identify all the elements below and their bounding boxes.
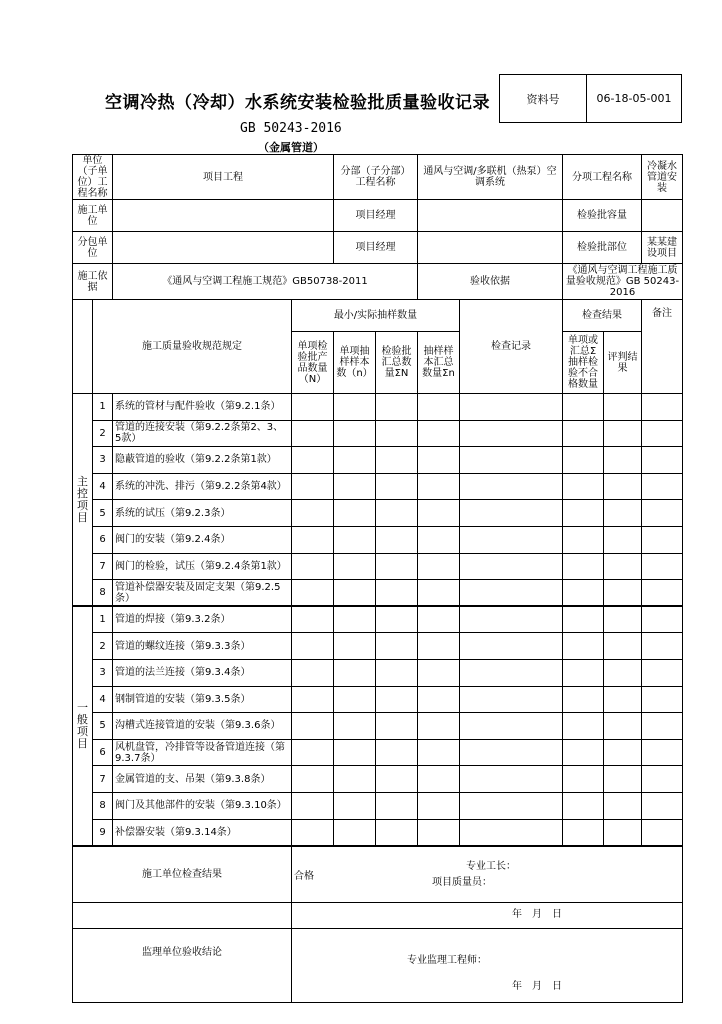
main-input-cell[interactable] <box>604 420 642 447</box>
subcontractor-label: 分包单位 <box>73 232 113 264</box>
constructor-check-label: 施工单位检查结果 <box>73 846 292 903</box>
main-input-cell[interactable] <box>376 526 418 553</box>
batch-capacity-value[interactable] <box>642 200 683 232</box>
general-input-cell[interactable] <box>334 819 376 846</box>
main-input-cell[interactable] <box>460 447 563 474</box>
general-input-cell[interactable] <box>334 739 376 766</box>
general-item-no: 3 <box>93 659 113 686</box>
general-item-no: 9 <box>93 819 113 846</box>
main-input-cell[interactable] <box>642 447 683 474</box>
general-input-cell[interactable] <box>604 739 642 766</box>
general-input-cell[interactable] <box>604 819 642 846</box>
doc-no-label: 资料号 <box>500 75 587 123</box>
general-input-cell[interactable] <box>334 606 376 633</box>
basis-label: 施工依据 <box>73 264 113 300</box>
general-input-cell[interactable] <box>334 686 376 713</box>
main-input-cell[interactable] <box>642 420 683 447</box>
general-row <box>73 713 683 740</box>
general-row <box>73 739 683 766</box>
main-item-no: 2 <box>93 420 113 447</box>
general-input-cell[interactable] <box>642 792 683 819</box>
subitem-label: 分项工程名称 <box>563 155 642 200</box>
inspection-table <box>72 154 683 1003</box>
main-input-cell[interactable] <box>604 500 642 527</box>
general-items-group: 一般项目 <box>73 606 93 845</box>
main-item-no: 5 <box>93 500 113 527</box>
main-input-cell[interactable] <box>563 553 604 580</box>
main-input-cell[interactable] <box>292 394 334 421</box>
general-input-cell[interactable] <box>376 606 418 633</box>
main-input-cell[interactable] <box>563 420 604 447</box>
main-item-text: 系统的冲洗、排污（第9.2.2条第4款） <box>113 473 292 500</box>
pm-label: 项目经理 <box>334 200 418 232</box>
general-input-cell[interactable] <box>292 739 334 766</box>
general-item-text: 管道的螺纹连接（第9.3.3条） <box>113 633 292 660</box>
sampling-header: 最小/实际抽样数量 <box>292 300 460 332</box>
general-input-cell[interactable] <box>563 766 604 793</box>
general-row <box>73 659 683 686</box>
general-input-cell[interactable] <box>292 792 334 819</box>
general-input-cell[interactable] <box>292 606 334 633</box>
general-row <box>73 633 683 660</box>
general-input-cell[interactable] <box>418 606 460 633</box>
general-input-cell[interactable] <box>376 713 418 740</box>
main-input-cell[interactable] <box>418 420 460 447</box>
general-row <box>73 766 683 793</box>
constructor-check-value[interactable]: 合格 <box>294 870 314 882</box>
subcontractor-value[interactable] <box>113 232 334 264</box>
main-input-cell[interactable] <box>460 420 563 447</box>
general-item-text: 管道的法兰连接（第9.3.4条） <box>113 659 292 686</box>
general-input-cell[interactable] <box>418 766 460 793</box>
general-item-no: 1 <box>93 606 113 633</box>
general-input-cell[interactable] <box>292 686 334 713</box>
general-item-no: 2 <box>93 633 113 660</box>
general-input-cell[interactable] <box>563 819 604 846</box>
main-item-text: 系统的管材与配件验收（第9.2.1条） <box>113 394 292 421</box>
main-row <box>73 526 683 553</box>
general-row <box>73 606 683 633</box>
main-input-cell[interactable] <box>460 500 563 527</box>
general-input-cell[interactable] <box>642 633 683 660</box>
acceptance-basis-value[interactable]: 《通风与空调工程施工质量验收规范》GB 50243-2016 <box>563 264 683 300</box>
main-input-cell[interactable] <box>376 447 418 474</box>
general-input-cell[interactable] <box>563 792 604 819</box>
main-input-cell[interactable] <box>334 500 376 527</box>
date-2[interactable]: 年 月 日 <box>512 980 562 992</box>
main-input-cell[interactable] <box>292 553 334 580</box>
general-input-cell[interactable] <box>376 819 418 846</box>
general-input-cell[interactable] <box>334 633 376 660</box>
general-input-cell[interactable] <box>460 819 563 846</box>
main-input-cell[interactable] <box>563 526 604 553</box>
main-items-group: 主控项目 <box>73 394 93 607</box>
result-header: 检查结果 <box>563 300 642 332</box>
qa-label: 项目质量员： <box>432 876 492 888</box>
main-item-text: 系统的试压（第9.2.3条） <box>113 500 292 527</box>
supervisor-label: 监理单位验收结论 <box>73 929 292 977</box>
general-input-cell[interactable] <box>418 686 460 713</box>
general-item-text: 风机盘管，冷排管等设备管道连接（第9.3.7条） <box>113 739 292 766</box>
general-input-cell[interactable] <box>460 792 563 819</box>
main-input-cell[interactable] <box>418 447 460 474</box>
standard-code: GB 50243-2016 <box>240 121 342 136</box>
main-input-cell[interactable] <box>418 580 460 607</box>
general-item-text: 金属管道的支、吊架（第9.3.8条） <box>113 766 292 793</box>
general-row <box>73 819 683 846</box>
main-row <box>73 580 683 607</box>
general-input-cell[interactable] <box>642 713 683 740</box>
subitem-value[interactable]: 冷凝水管道安装 <box>642 155 683 200</box>
pm-value[interactable] <box>418 200 563 232</box>
main-row <box>73 394 683 421</box>
general-input-cell[interactable] <box>334 792 376 819</box>
main-input-cell[interactable] <box>604 526 642 553</box>
main-input-cell[interactable] <box>460 580 563 607</box>
doc-number-box <box>499 74 682 123</box>
main-input-cell[interactable] <box>334 580 376 607</box>
main-input-cell[interactable] <box>460 394 563 421</box>
main-input-cell[interactable] <box>418 473 460 500</box>
main-input-cell[interactable] <box>642 580 683 607</box>
main-input-cell[interactable] <box>563 580 604 607</box>
general-input-cell[interactable] <box>460 766 563 793</box>
general-input-cell[interactable] <box>604 659 642 686</box>
main-input-cell[interactable] <box>418 500 460 527</box>
general-input-cell[interactable] <box>604 606 642 633</box>
main-input-cell[interactable] <box>292 500 334 527</box>
general-input-cell[interactable] <box>334 766 376 793</box>
general-input-cell[interactable] <box>292 713 334 740</box>
col-judgement: 评判结果 <box>604 332 642 394</box>
main-item-no: 7 <box>93 553 113 580</box>
general-item-no: 4 <box>93 686 113 713</box>
general-input-cell[interactable] <box>642 686 683 713</box>
general-input-cell[interactable] <box>376 659 418 686</box>
main-input-cell[interactable] <box>334 447 376 474</box>
main-item-no: 8 <box>93 580 113 607</box>
general-item-no: 6 <box>93 739 113 766</box>
batch-location-label: 检验批部位 <box>563 232 642 264</box>
date-1[interactable]: 年 月 日 <box>512 909 562 921</box>
acceptance-basis-label: 验收依据 <box>418 264 563 300</box>
col-fail-count: 单项或汇总Σ抽样检验不合格数量 <box>563 332 604 394</box>
main-input-cell[interactable] <box>604 473 642 500</box>
general-item-text: 阀门及其他部件的安装（第9.3.10条） <box>113 792 292 819</box>
general-input-cell[interactable] <box>376 792 418 819</box>
general-input-cell[interactable] <box>604 792 642 819</box>
main-input-cell[interactable] <box>460 553 563 580</box>
main-input-cell[interactable] <box>376 500 418 527</box>
general-input-cell[interactable] <box>376 739 418 766</box>
general-input-cell[interactable] <box>460 606 563 633</box>
division-label: 分部（子分部）工程名称 <box>334 155 418 200</box>
general-input-cell[interactable] <box>460 686 563 713</box>
general-input-cell[interactable] <box>563 713 604 740</box>
general-input-cell[interactable] <box>604 686 642 713</box>
constructor-check-cell <box>292 846 683 903</box>
general-item-no: 8 <box>93 792 113 819</box>
general-input-cell[interactable] <box>642 739 683 766</box>
main-input-cell[interactable] <box>604 447 642 474</box>
pm2-label: 项目经理 <box>334 232 418 264</box>
main-input-cell[interactable] <box>563 500 604 527</box>
general-input-cell[interactable] <box>563 633 604 660</box>
general-input-cell[interactable] <box>642 766 683 793</box>
supervisor-engineer-label: 专业监理工程师： <box>407 955 487 967</box>
main-row <box>73 473 683 500</box>
main-input-cell[interactable] <box>563 394 604 421</box>
main-item-text: 阀门的安装（第9.2.4条） <box>113 526 292 553</box>
main-input-cell[interactable] <box>334 394 376 421</box>
general-item-text: 补偿器安装（第9.3.14条） <box>113 819 292 846</box>
main-input-cell[interactable] <box>292 473 334 500</box>
subtitle: （金属管道） <box>258 141 324 154</box>
main-input-cell[interactable] <box>460 473 563 500</box>
general-input-cell[interactable] <box>292 766 334 793</box>
general-input-cell[interactable] <box>642 819 683 846</box>
main-row <box>73 553 683 580</box>
general-input-cell[interactable] <box>604 633 642 660</box>
general-input-cell[interactable] <box>292 633 334 660</box>
record-header: 检查记录 <box>460 300 563 394</box>
doc-no-value[interactable]: 06-18-05-001 <box>587 75 682 123</box>
col-batch-sum: 检验批汇总数量ΣN <box>376 332 418 394</box>
main-input-cell[interactable] <box>334 473 376 500</box>
remark-header: 备注 <box>642 300 683 394</box>
main-row <box>73 447 683 474</box>
main-input-cell[interactable] <box>604 553 642 580</box>
basis-value[interactable]: 《通风与空调工程施工规范》GB50738-2011 <box>113 264 418 300</box>
main-input-cell[interactable] <box>376 580 418 607</box>
main-input-cell[interactable] <box>642 553 683 580</box>
constructor-value[interactable] <box>113 200 334 232</box>
general-input-cell[interactable] <box>334 659 376 686</box>
general-item-no: 7 <box>93 766 113 793</box>
pm2-value[interactable] <box>418 232 563 264</box>
main-input-cell[interactable] <box>604 580 642 607</box>
main-input-cell[interactable] <box>642 394 683 421</box>
general-input-cell[interactable] <box>334 713 376 740</box>
general-input-cell[interactable] <box>418 819 460 846</box>
general-input-cell[interactable] <box>376 766 418 793</box>
general-input-cell[interactable] <box>418 739 460 766</box>
main-input-cell[interactable] <box>334 526 376 553</box>
main-row <box>73 420 683 447</box>
general-input-cell[interactable] <box>418 659 460 686</box>
general-input-cell[interactable] <box>460 739 563 766</box>
main-input-cell[interactable] <box>334 553 376 580</box>
general-input-cell[interactable] <box>292 819 334 846</box>
main-input-cell[interactable] <box>418 526 460 553</box>
general-input-cell[interactable] <box>460 713 563 740</box>
main-input-cell[interactable] <box>292 447 334 474</box>
constructor-label: 施工单位 <box>73 200 113 232</box>
main-item-text: 管道补偿器安装及固定支架（第9.2.5条） <box>113 580 292 607</box>
general-input-cell[interactable] <box>604 713 642 740</box>
batch-location-value[interactable]: 某某建设项目 <box>642 232 683 264</box>
main-input-cell[interactable] <box>642 500 683 527</box>
general-item-text: 沟槽式连接管道的安装（第9.3.6条） <box>113 713 292 740</box>
general-input-cell[interactable] <box>292 659 334 686</box>
general-input-cell[interactable] <box>563 659 604 686</box>
main-input-cell[interactable] <box>292 580 334 607</box>
main-input-cell[interactable] <box>642 473 683 500</box>
main-item-no: 1 <box>93 394 113 421</box>
main-input-cell[interactable] <box>376 553 418 580</box>
general-input-cell[interactable] <box>418 633 460 660</box>
main-input-cell[interactable] <box>563 473 604 500</box>
general-input-cell[interactable] <box>376 686 418 713</box>
general-input-cell[interactable] <box>604 766 642 793</box>
general-input-cell[interactable] <box>563 686 604 713</box>
main-input-cell[interactable] <box>376 420 418 447</box>
main-item-no: 6 <box>93 526 113 553</box>
general-input-cell[interactable] <box>418 792 460 819</box>
foreman-label: 专业工长： <box>466 860 516 872</box>
general-item-text: 钢制管道的安装（第9.3.5条） <box>113 686 292 713</box>
main-item-text: 管道的连接安装（第9.2.2条第2、3、5款） <box>113 420 292 447</box>
main-row <box>73 500 683 527</box>
main-input-cell[interactable] <box>563 447 604 474</box>
general-input-cell[interactable] <box>376 633 418 660</box>
main-input-cell[interactable] <box>292 526 334 553</box>
col-sample-count: 单项抽样样本数（n） <box>334 332 376 394</box>
main-input-cell[interactable] <box>418 553 460 580</box>
main-input-cell[interactable] <box>376 394 418 421</box>
general-input-cell[interactable] <box>418 713 460 740</box>
spec-header: 施工质量验收规范规定 <box>93 300 292 394</box>
general-row <box>73 686 683 713</box>
main-input-cell[interactable] <box>418 394 460 421</box>
main-input-cell[interactable] <box>642 526 683 553</box>
col-sample-sum: 抽样样本汇总数量Σn <box>418 332 460 394</box>
main-input-cell[interactable] <box>460 526 563 553</box>
main-item-no: 4 <box>93 473 113 500</box>
main-item-no: 3 <box>93 447 113 474</box>
main-input-cell[interactable] <box>334 420 376 447</box>
general-row <box>73 792 683 819</box>
main-item-text: 隐蔽管道的验收（第9.2.2条第1款） <box>113 447 292 474</box>
general-input-cell[interactable] <box>563 739 604 766</box>
main-input-cell[interactable] <box>292 420 334 447</box>
unit-value[interactable]: 项目工程 <box>113 155 334 200</box>
batch-capacity-label: 检验批容量 <box>563 200 642 232</box>
general-input-cell[interactable] <box>563 606 604 633</box>
general-item-no: 5 <box>93 713 113 740</box>
general-input-cell[interactable] <box>642 606 683 633</box>
general-input-cell[interactable] <box>642 659 683 686</box>
unit-label: 单位（子单位）工程名称 <box>73 155 113 200</box>
col-batch-qty: 单项检验批产品数量（N） <box>292 332 334 394</box>
division-value[interactable]: 通风与空调/多联机（热泵）空调系统 <box>418 155 563 200</box>
general-input-cell[interactable] <box>460 659 563 686</box>
page-title: 空调冷热（冷却）水系统安装检验批质量验收记录 <box>105 93 490 113</box>
general-input-cell[interactable] <box>460 633 563 660</box>
main-item-text: 阀门的检验，试压（第9.2.4条第1款） <box>113 553 292 580</box>
main-input-cell[interactable] <box>376 473 418 500</box>
general-item-text: 管道的焊接（第9.3.2条） <box>113 606 292 633</box>
main-input-cell[interactable] <box>604 394 642 421</box>
